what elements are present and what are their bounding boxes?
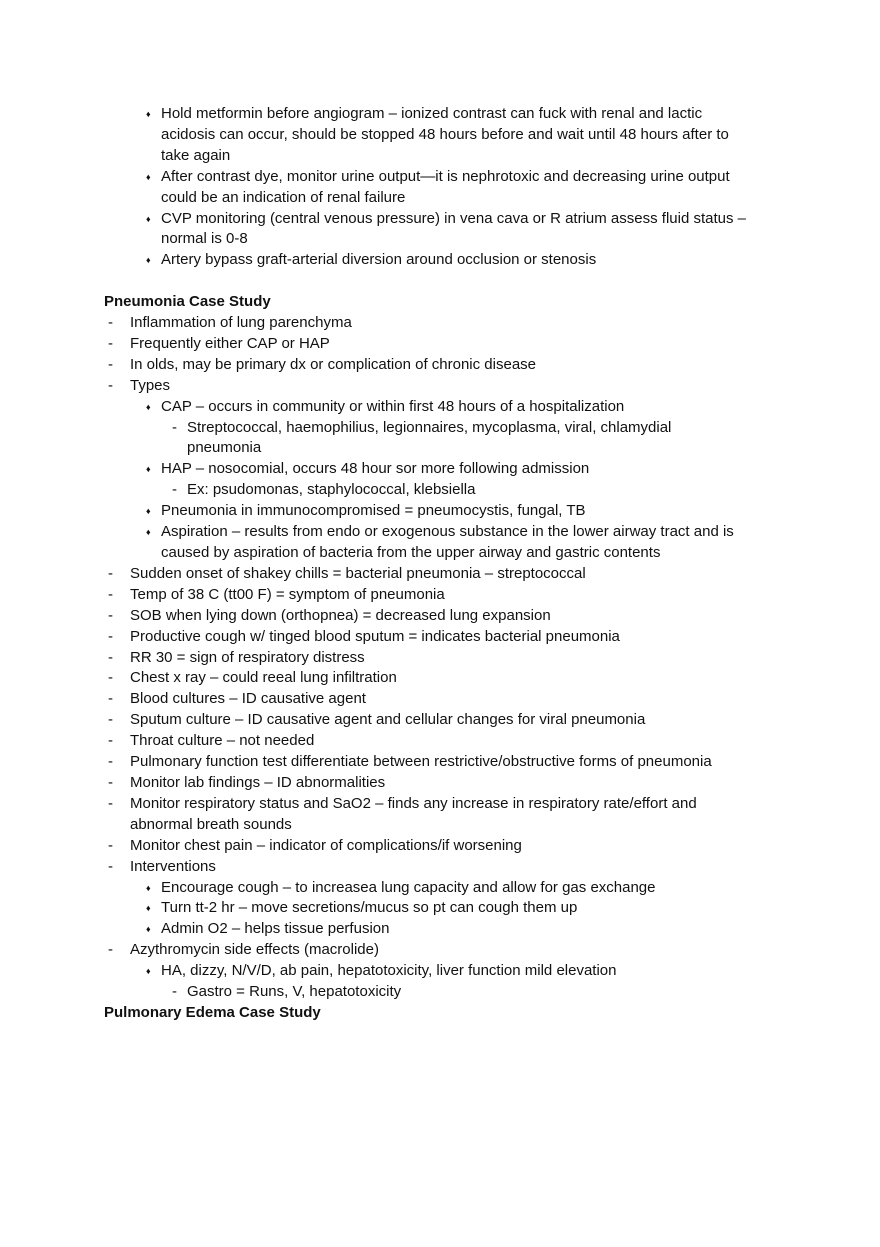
- list-item-continuation: could be an indication of renal failure: [161, 188, 406, 206]
- diamond-bullet-icon: ♦: [146, 506, 151, 517]
- list-item: - Types: [0, 376, 880, 397]
- dash-bullet-icon: -: [108, 334, 113, 352]
- dash-bullet-icon: -: [108, 585, 113, 603]
- diamond-bullet-icon: ♦: [146, 464, 151, 475]
- dash-bullet-icon: -: [108, 836, 113, 854]
- dash-bullet-icon: -: [108, 314, 113, 332]
- list-item-continuation: take again: [161, 146, 231, 164]
- list-item: - SOB when lying down (orthopnea) = decreased lung expansion: [0, 606, 880, 627]
- list-item: - Interventions: [0, 857, 880, 878]
- document-body: [0, 104, 880, 1024]
- diamond-bullet-icon: ♦: [146, 882, 151, 893]
- list-item: - Monitor respiratory status and SaO2 – finds any increase in respiratory rate/effort and: [0, 794, 880, 815]
- dash-bullet-icon: -: [172, 418, 177, 436]
- dash-bullet-icon: -: [108, 376, 113, 394]
- list-item: - Productive cough w/ tinged blood sputum = indicates bacterial pneumonia: [0, 627, 880, 648]
- list-item: - Monitor chest pain – indicator of complications/if worsening: [0, 836, 880, 857]
- list-item: - Gastro = Runs, V, hepatotoxicity: [0, 982, 880, 1003]
- dash-bullet-icon: -: [108, 753, 113, 771]
- list-item: - Blood cultures – ID causative agent: [0, 689, 880, 710]
- list-item: ♦ Aspiration – results from endo or exogenous substance in the lower airway tract and is: [0, 522, 880, 543]
- pneumonia-list: [0, 313, 880, 1003]
- list-item: - Streptococcal, haemophilius, legionnaires, mycoplasma, viral, chlamydial: [0, 418, 880, 439]
- diamond-bullet-icon: ♦: [146, 924, 151, 935]
- diamond-bullet-icon: ♦: [146, 966, 151, 977]
- dash-bullet-icon: -: [172, 983, 177, 1001]
- dash-bullet-icon: -: [108, 606, 113, 624]
- list-item: - RR 30 = sign of respiratory distress: [0, 648, 880, 669]
- list-item-continuation: pneumonia: [187, 439, 262, 457]
- list-item: - Monitor lab findings – ID abnormalities: [0, 773, 880, 794]
- list-item: - Throat culture – not needed: [0, 731, 880, 752]
- list-item: - Ex: psudomonas, staphylococcal, klebsiella: [0, 480, 880, 501]
- list-item: - Inflammation of lung parenchyma: [0, 313, 880, 334]
- dash-bullet-icon: -: [108, 941, 113, 959]
- list-item: ♦ Encourage cough – to increasea lung capacity and allow for gas exchange: [0, 878, 880, 899]
- list-item: ♦ HAP – nosocomial, occurs 48 hour sor more following admission: [0, 459, 880, 480]
- dash-bullet-icon: -: [108, 627, 113, 645]
- diamond-bullet-icon: ♦: [146, 255, 151, 266]
- list-item: ♦ HA, dizzy, N/V/D, ab pain, hepatotoxicity, liver function mild elevation: [0, 961, 880, 982]
- list-item: ♦ After contrast dye, monitor urine output—it is nephrotoxic and decreasing urine output: [0, 167, 880, 188]
- list-item: ♦ Turn tt-2 hr – move secretions/mucus so pt can cough them up: [0, 898, 880, 919]
- list-item: ♦ Pneumonia in immunocompromised = pneumocystis, fungal, TB: [0, 501, 880, 522]
- list-item-continuation: abnormal breath sounds: [130, 815, 292, 833]
- list-item: ♦ Hold metformin before angiogram – ionized contrast can fuck with renal and lactic: [0, 104, 880, 125]
- list-item: - In olds, may be primary dx or complication of chronic disease: [0, 355, 880, 376]
- list-item: ♦ Admin O2 – helps tissue perfusion: [0, 919, 880, 940]
- list-item: ♦ CAP – occurs in community or within first 48 hours of a hospitalization: [0, 397, 880, 418]
- list-item: ♦ CVP monitoring (central venous pressure) in vena cava or R atrium assess fluid status –: [0, 209, 880, 230]
- dash-bullet-icon: -: [108, 669, 113, 687]
- list-item: - Sudden onset of shakey chills = bacterial pneumonia – streptococcal: [0, 564, 880, 585]
- dash-bullet-icon: -: [108, 732, 113, 750]
- list-item: - Temp of 38 C (tt00 F) = symptom of pneumonia: [0, 585, 880, 606]
- dash-bullet-icon: -: [108, 355, 113, 373]
- blank-line: [0, 271, 880, 292]
- dash-bullet-icon: -: [172, 481, 177, 499]
- list-item: - Pulmonary function test differentiate between restrictive/obstructive forms of pneumonia: [0, 752, 880, 773]
- diamond-bullet-icon: ♦: [146, 903, 151, 914]
- list-item-continuation: normal is 0-8: [161, 230, 248, 248]
- top-bullet-list: [0, 104, 880, 271]
- diamond-bullet-icon: ♦: [146, 527, 151, 538]
- list-item: - Azythromycin side effects (macrolide): [0, 940, 880, 961]
- dash-bullet-icon: -: [108, 794, 113, 812]
- diamond-bullet-icon: ♦: [146, 109, 151, 119]
- list-item: - Frequently either CAP or HAP: [0, 334, 880, 355]
- diamond-bullet-icon: ♦: [146, 213, 151, 224]
- list-item-continuation: acidosis can occur, should be stopped 48 hours before and wait until 48 hours after to: [161, 125, 729, 143]
- dash-bullet-icon: -: [108, 711, 113, 729]
- list-item: - Chest x ray – could reeal lung infiltration: [0, 668, 880, 689]
- list-item: ♦ Artery bypass graft-arterial diversion around occlusion or stenosis: [0, 250, 880, 271]
- list-item-continuation: caused by aspiration of bacteria from the upper airway and gastric contents: [161, 544, 661, 562]
- dash-bullet-icon: -: [108, 564, 113, 582]
- dash-bullet-icon: -: [108, 857, 113, 875]
- dash-bullet-icon: -: [108, 648, 113, 666]
- section-heading-pneumonia: Pneumonia Case Study: [104, 293, 271, 311]
- diamond-bullet-icon: ♦: [146, 171, 151, 182]
- list-item: - Sputum culture – ID causative agent and cellular changes for viral pneumonia: [0, 710, 880, 731]
- section-heading-pulmonary-edema: Pulmonary Edema Case Study: [104, 1003, 321, 1021]
- dash-bullet-icon: -: [108, 773, 113, 791]
- dash-bullet-icon: -: [108, 690, 113, 708]
- diamond-bullet-icon: ♦: [146, 401, 151, 412]
